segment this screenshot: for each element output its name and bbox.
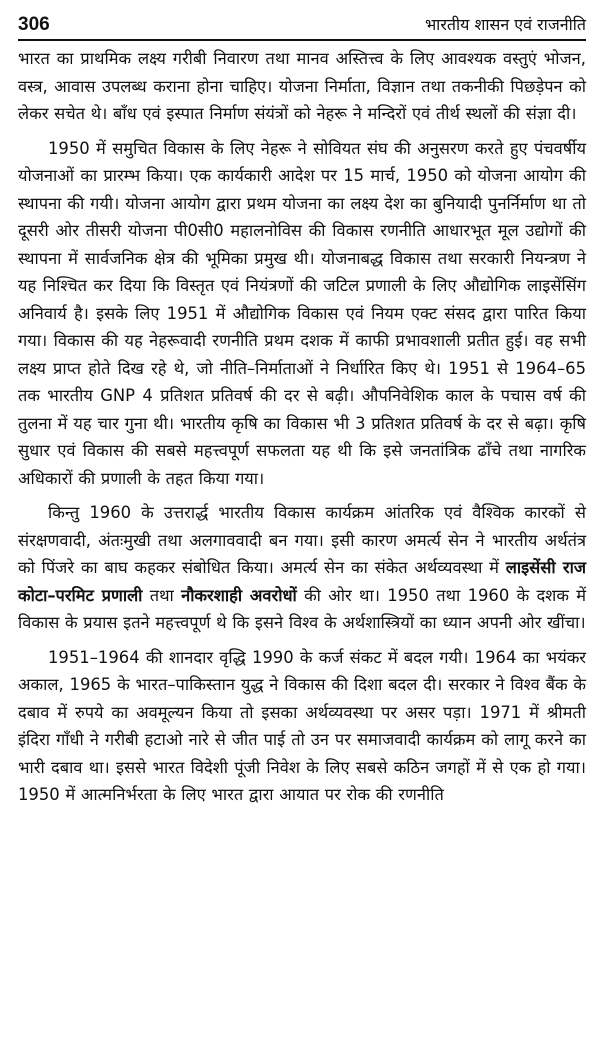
paragraph-4: 1951–1964 की शानदार वृद्धि 1990 के कर्ज संकट में बदल गयी। 1964 का भयंकर अकाल, 1965 के भारत–पाकिस्तान युद्ध ने विकास की दिशा बदल दी। सरकार ने विश्व बैंक के दबाव में रुपये का अवमूल्यन किया तो इसका अर्थव्यवस्था पर असर पड़ा। 1971 में श्रीमती इंदिरा गाँधी ने गरीबी हटाओ नारे से जीत पाई तो उन पर समाजवादी कार्यक्रम को लागू करने का भारी दबाव था। इससे भारत विदेशी पूंजी निवेश के लिए सबसे कठिन जगहों में से एक हो गया। 1950 में आत्मनिर्भरता के लिए भारत द्वारा आयात पर रोक की रणनीति [18,647,586,804]
emphasis-license-raj: लाइसेंसी राज कोटा–परमिट प्रणाली [18,558,586,605]
paragraph-3-text-c: की ओर था। 1950 तथा 1960 के दशक में विकास के प्रयास इतने महत्त्वपूर्ण थे कि इसने विश्व के अर्थशास्त्रियों का ध्यान अपनी ओर खींचा। [18,585,586,632]
paragraph-3-text-b: तथा [142,585,182,605]
page-header [18,14,586,41]
paragraph-3 [18,499,586,637]
page-body [18,45,586,809]
page-number: 306 [18,14,50,35]
emphasis-bureaucratic-obstacles: नौकरशाही अवरोधों [181,585,297,605]
running-title: भारतीय शासन एवं राजनीति [424,15,586,34]
paragraph-3-text-a: किन्तु 1960 के उत्तरार्द्ध भारतीय विकास कार्यक्रम आंतरिक एवं वैश्विक कारकों से संरक्षणवादी, अंतःमुखी तथा अलगाववादी बन गया। इसी कारण अमर्त्य सेन ने भारतीय अर्थतंत्र को पिंजरे का बाघ कहकर संबोधित किया। अमर्त्य सेन का संकेत अर्थव्यवस्था में [18,503,586,577]
paragraph-1: भारत का प्राथमिक लक्ष्य गरीबी निवारण तथा मानव अस्तित्त्व के लिए आवश्यक वस्तुएं भोजन, वस्त्र, आवास उपलब्ध कराना होना चाहिए। योजना निर्माता, विज्ञान तथा तकनीकी पिछड़ेपन को लेकर सचेत थे। बाँध एवं इस्पात निर्माण संयंत्रों को नेहरू ने मन्दिरों एवं तीर्थ स्थलों की संज्ञा दी। [18,49,586,123]
paragraph-2: 1950 में समुचित विकास के लिए नेहरू ने सोवियत संघ की अनुसरण करते हुए पंचवर्षीय योजनाओं का प्रारम्भ किया। एक कार्यकारी आदेश पर 15 मार्च, 1950 को योजना आयोग की स्थापना की गयी। योजना आयोग द्वारा प्रथम योजना का लक्ष्य देश का बुनियादी पुनर्निर्माण था तो दूसरी ओर तीसरी योजना पी0सी0 महालनोविस की विकास रणनीति आधारभूत मूल उद्योगों की स्थापना में सार्वजनिक क्षेत्र की भूमिका प्रमुख थी। योजनाबद्ध विकास तथा सरकारी नियन्त्रण ने यह निश्चित कर दिया कि विस्तृत एवं नियंत्रणों की जटिल प्रणाली के लिए औद्योगिक लाइसेंसिंग अनिवार्य है। इसके लिए 1951 में औद्योगिक विकास एवं नियम एक्ट संसद द्वारा पारित किया गया। विकास की यह नेहरूवादी रणनीति प्रथम दशक में काफी प्रभावशाली प्रतीत हुई। वह सभी लक्ष्य प्राप्त होते दिख रहे थे, जो नीति–निर्माताओं ने निर्धारित किए थे। 1951 से 1964–65 तक भारतीय GNP 4 प्रतिशत प्रतिवर्ष की दर से बढ़ी। औपनिवेशिक काल के पचास वर्ष की तुलना में यह चार गुना थी। भारतीय कृषि का विकास भी 3 प्रतिशत प्रतिवर्ष के दर से बढ़ा। कृषि सुधार एवं विकास की सबसे महत्त्वपूर्ण सफलता यह थी कि इसे जनतांत्रिक ढाँचे तथा नागरिक अधिकारों की प्रणाली के तहत किया गया। [18,138,586,488]
